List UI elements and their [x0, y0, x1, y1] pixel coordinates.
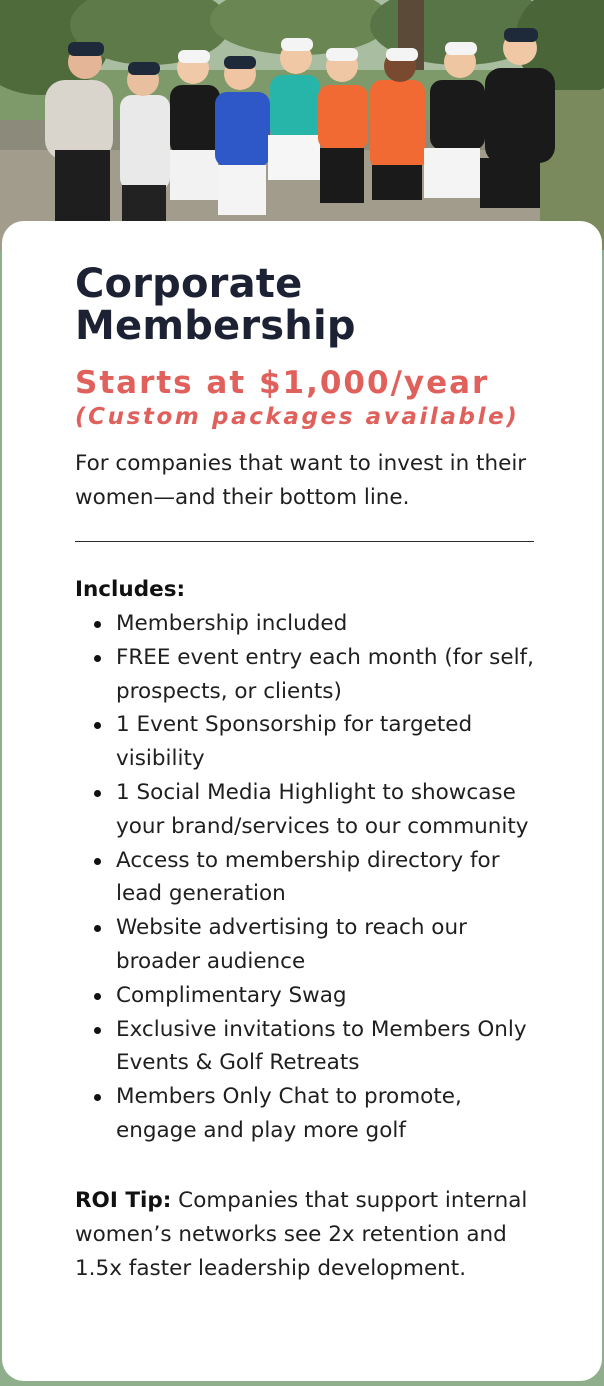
- roi-text: Companies that support internal women’s networks see 2x retention and 1.5x faster leadership development.: [75, 1187, 528, 1281]
- bullet-icon: [94, 1027, 101, 1034]
- bullet-icon: [94, 621, 101, 628]
- benefit-text: Exclusive invitations to Members Only Events & Golf Retreats: [116, 1016, 527, 1076]
- group-photo-image: [0, 0, 604, 250]
- section-divider: [75, 541, 534, 542]
- benefit-text: Access to membership directory for lead generation: [116, 847, 500, 907]
- bullet-icon: [94, 1094, 101, 1101]
- bullet-icon: [94, 722, 101, 729]
- hero-photo: [0, 0, 604, 250]
- benefit-item: [75, 1080, 545, 1148]
- card-title: Corporate Membership: [75, 261, 356, 349]
- price-note: (Custom packages available): [75, 404, 520, 430]
- benefit-item: [75, 776, 545, 844]
- roi-tip: [75, 1184, 545, 1286]
- benefit-item: [75, 641, 545, 709]
- membership-card: [2, 221, 602, 1381]
- bullet-icon: [94, 858, 101, 865]
- benefit-text: Members Only Chat to promote, engage and play more golf: [116, 1084, 462, 1143]
- bullet-icon: [94, 655, 101, 662]
- includes-heading: Includes:: [75, 577, 186, 602]
- benefit-item: [75, 607, 545, 641]
- benefit-text: 1 Social Media Highlight to showcase your brand/services to our community: [116, 779, 529, 839]
- roi-label: ROI Tip:: [75, 1187, 172, 1213]
- benefits-list: [75, 607, 545, 1148]
- benefit-text: Website advertising to reach our broader audience: [116, 915, 467, 974]
- benefit-text: Complimentary Swag: [116, 982, 347, 1008]
- benefit-text: 1 Event Sponsorship for targeted visibility: [116, 712, 473, 772]
- benefit-item: [75, 911, 545, 979]
- description-text: For companies that want to invest in their women—and their bottom line.: [75, 451, 527, 510]
- benefit-item: [75, 979, 545, 1013]
- benefit-item: [75, 1013, 545, 1081]
- price-text: Starts at $1,000/year: [75, 365, 490, 401]
- benefit-item: [75, 844, 545, 912]
- bullet-icon: [94, 790, 101, 797]
- benefit-item: [75, 708, 545, 776]
- bullet-icon: [94, 993, 101, 1000]
- bullet-icon: [94, 925, 101, 932]
- benefit-text: Membership included: [116, 611, 348, 636]
- benefit-text: FREE event entry each month (for self, prospects, or clients): [116, 644, 534, 704]
